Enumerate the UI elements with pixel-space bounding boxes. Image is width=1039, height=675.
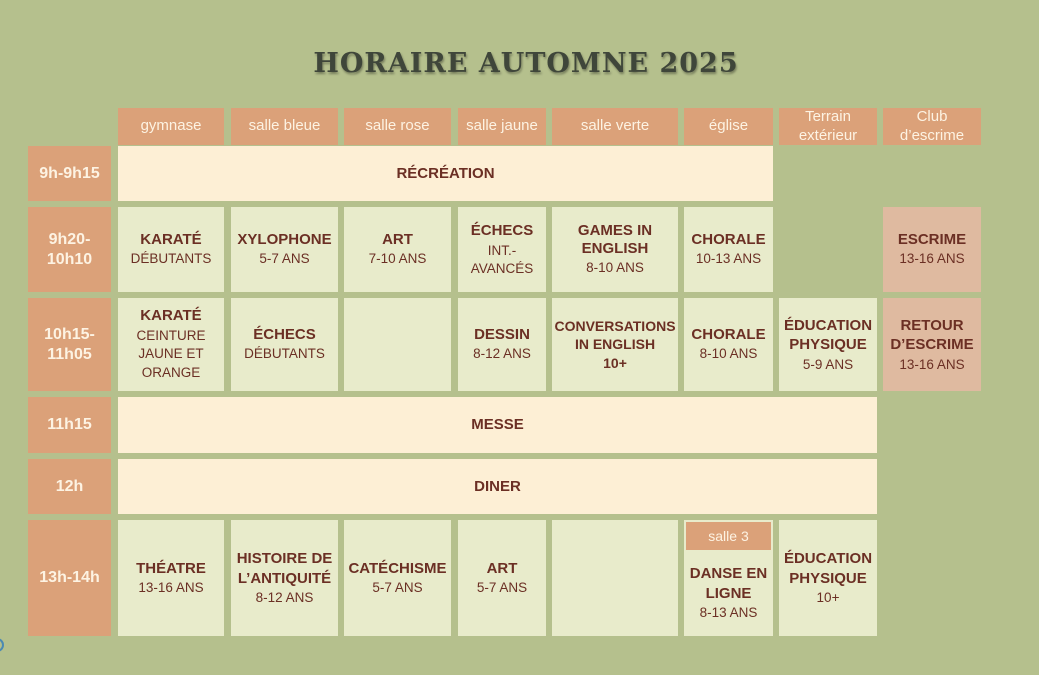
time-label-9h: 9h-9h15: [28, 146, 111, 201]
activity-echecs-avances: [458, 207, 546, 292]
activity-escrime: [883, 207, 981, 292]
activity-xylophone: [231, 207, 338, 292]
activity-conversations-in-english: [552, 298, 678, 391]
activity-detail: 8-12 ANS: [473, 346, 531, 362]
activity-detail: CEINTURE JAUNE ET ORANGE: [136, 328, 206, 380]
activity-name: GAMES IN ENGLISH: [577, 222, 653, 258]
diner-block: DINER: [118, 459, 877, 514]
column-header-gymnase: gymnase: [118, 108, 224, 145]
activity-name: HISTOIRE DE L’ANTIQUITÉ: [236, 550, 333, 587]
activity-name: ART: [382, 231, 413, 249]
activity-art: [344, 207, 451, 292]
activity-name: ÉDUCATION PHYSIQUE: [783, 316, 873, 354]
time-label-10h15: [28, 298, 111, 391]
column-header-salle-verte: salle verte: [552, 108, 678, 145]
activity-karate-debutants: [118, 207, 224, 292]
activity-name: ÉCHECS: [470, 221, 534, 239]
activity-detail: INT.-AVANCÉS: [470, 242, 534, 276]
time-label-text: 10h15-11h05: [44, 325, 95, 363]
activity-name: ÉCHECS: [253, 326, 316, 344]
activity-name: CONVERSATIONS IN ENGLISH: [554, 317, 676, 353]
activity-chorale: [684, 207, 773, 292]
activity-detail: 10-13 ANS: [695, 251, 762, 267]
activity-detail: 8-13 ANS: [699, 605, 758, 621]
time-label-13h: 13h-14h: [28, 520, 111, 636]
activity-name: CHORALE: [691, 326, 766, 344]
activity-education-physique: [779, 520, 877, 636]
activity-name: DANSE EN LIGNE: [689, 565, 768, 602]
activity-detail: 5-7 ANS: [476, 579, 528, 595]
column-header-eglise: église: [684, 108, 773, 145]
time-label-9h20: [28, 207, 111, 292]
activity-detail: 5-9 ANS: [802, 356, 854, 372]
activity-retour-escrime: [883, 298, 981, 391]
column-header-terrain-exterieur: Terrain extérieur: [779, 108, 877, 145]
messe-block: MESSE: [118, 397, 877, 453]
empty-slot: [344, 298, 451, 391]
activity-detail: DÉBUTANTS: [130, 251, 212, 267]
activity-dessin: [458, 298, 546, 391]
activity-detail: 13-16 ANS: [138, 579, 204, 595]
activity-detail: 7-10 ANS: [368, 251, 427, 267]
empty-slot: [552, 520, 678, 636]
activity-karate-ceinture: [118, 298, 224, 391]
activity-detail: 10+: [603, 355, 627, 372]
activity-chorale: [684, 298, 773, 391]
activity-name: THÉATRE: [136, 559, 206, 577]
time-label-11h15: 11h15: [28, 397, 111, 453]
activity-name: CATÉCHISME: [348, 559, 447, 577]
activity-name: DESSIN: [474, 326, 530, 344]
activity-theatre: [118, 520, 224, 636]
activity-art: [458, 520, 546, 636]
activity-detail: 13-16 ANS: [899, 356, 965, 372]
activity-name: CHORALE: [691, 231, 766, 249]
activity-detail: 5-7 ANS: [259, 251, 310, 267]
column-header-club-escrime: Club d’escrime: [883, 108, 981, 145]
time-label-12h: 12h: [28, 459, 111, 514]
activity-name: KARATÉ: [140, 231, 202, 249]
column-header-salle-bleue: salle bleue: [231, 108, 338, 145]
activity-name: ÉDUCATION PHYSIQUE: [783, 550, 873, 587]
activity-name: KARATÉ: [140, 307, 202, 325]
activity-echecs-debutants: [231, 298, 338, 391]
activity-detail: 10+: [816, 590, 840, 606]
activity-detail: 5-7 ANS: [372, 579, 423, 595]
activity-name: ESCRIME: [897, 231, 967, 249]
activity-danse-en-ligne: [684, 520, 773, 636]
activity-detail: 13-16 ANS: [899, 251, 965, 267]
activity-name: ART: [486, 559, 518, 577]
decorative-mark: [0, 638, 4, 652]
activity-games-in-english: [552, 207, 678, 292]
activity-name: XYLOPHONE: [237, 231, 332, 249]
column-header-salle-rose: salle rose: [344, 108, 451, 145]
activity-detail: 8-10 ANS: [586, 260, 644, 276]
activity-histoire-antiquite: [231, 520, 338, 636]
activity-catechisme: [344, 520, 451, 636]
activity-education-physique: [779, 298, 877, 391]
page-title: HORAIRE AUTOMNE 2025: [313, 48, 739, 79]
activity-detail: DÉBUTANTS: [244, 346, 325, 362]
activity-name: RETOUR D’ESCRIME: [890, 316, 974, 354]
activity-detail: 8-10 ANS: [699, 346, 758, 362]
recreation-block: RÉCRÉATION: [118, 146, 773, 201]
activity-detail: 8-12 ANS: [255, 590, 314, 606]
time-label-text: 9h20-10h10: [46, 230, 93, 268]
room-label-salle-3: salle 3: [686, 522, 771, 550]
column-header-salle-jaune: salle jaune: [458, 108, 546, 145]
